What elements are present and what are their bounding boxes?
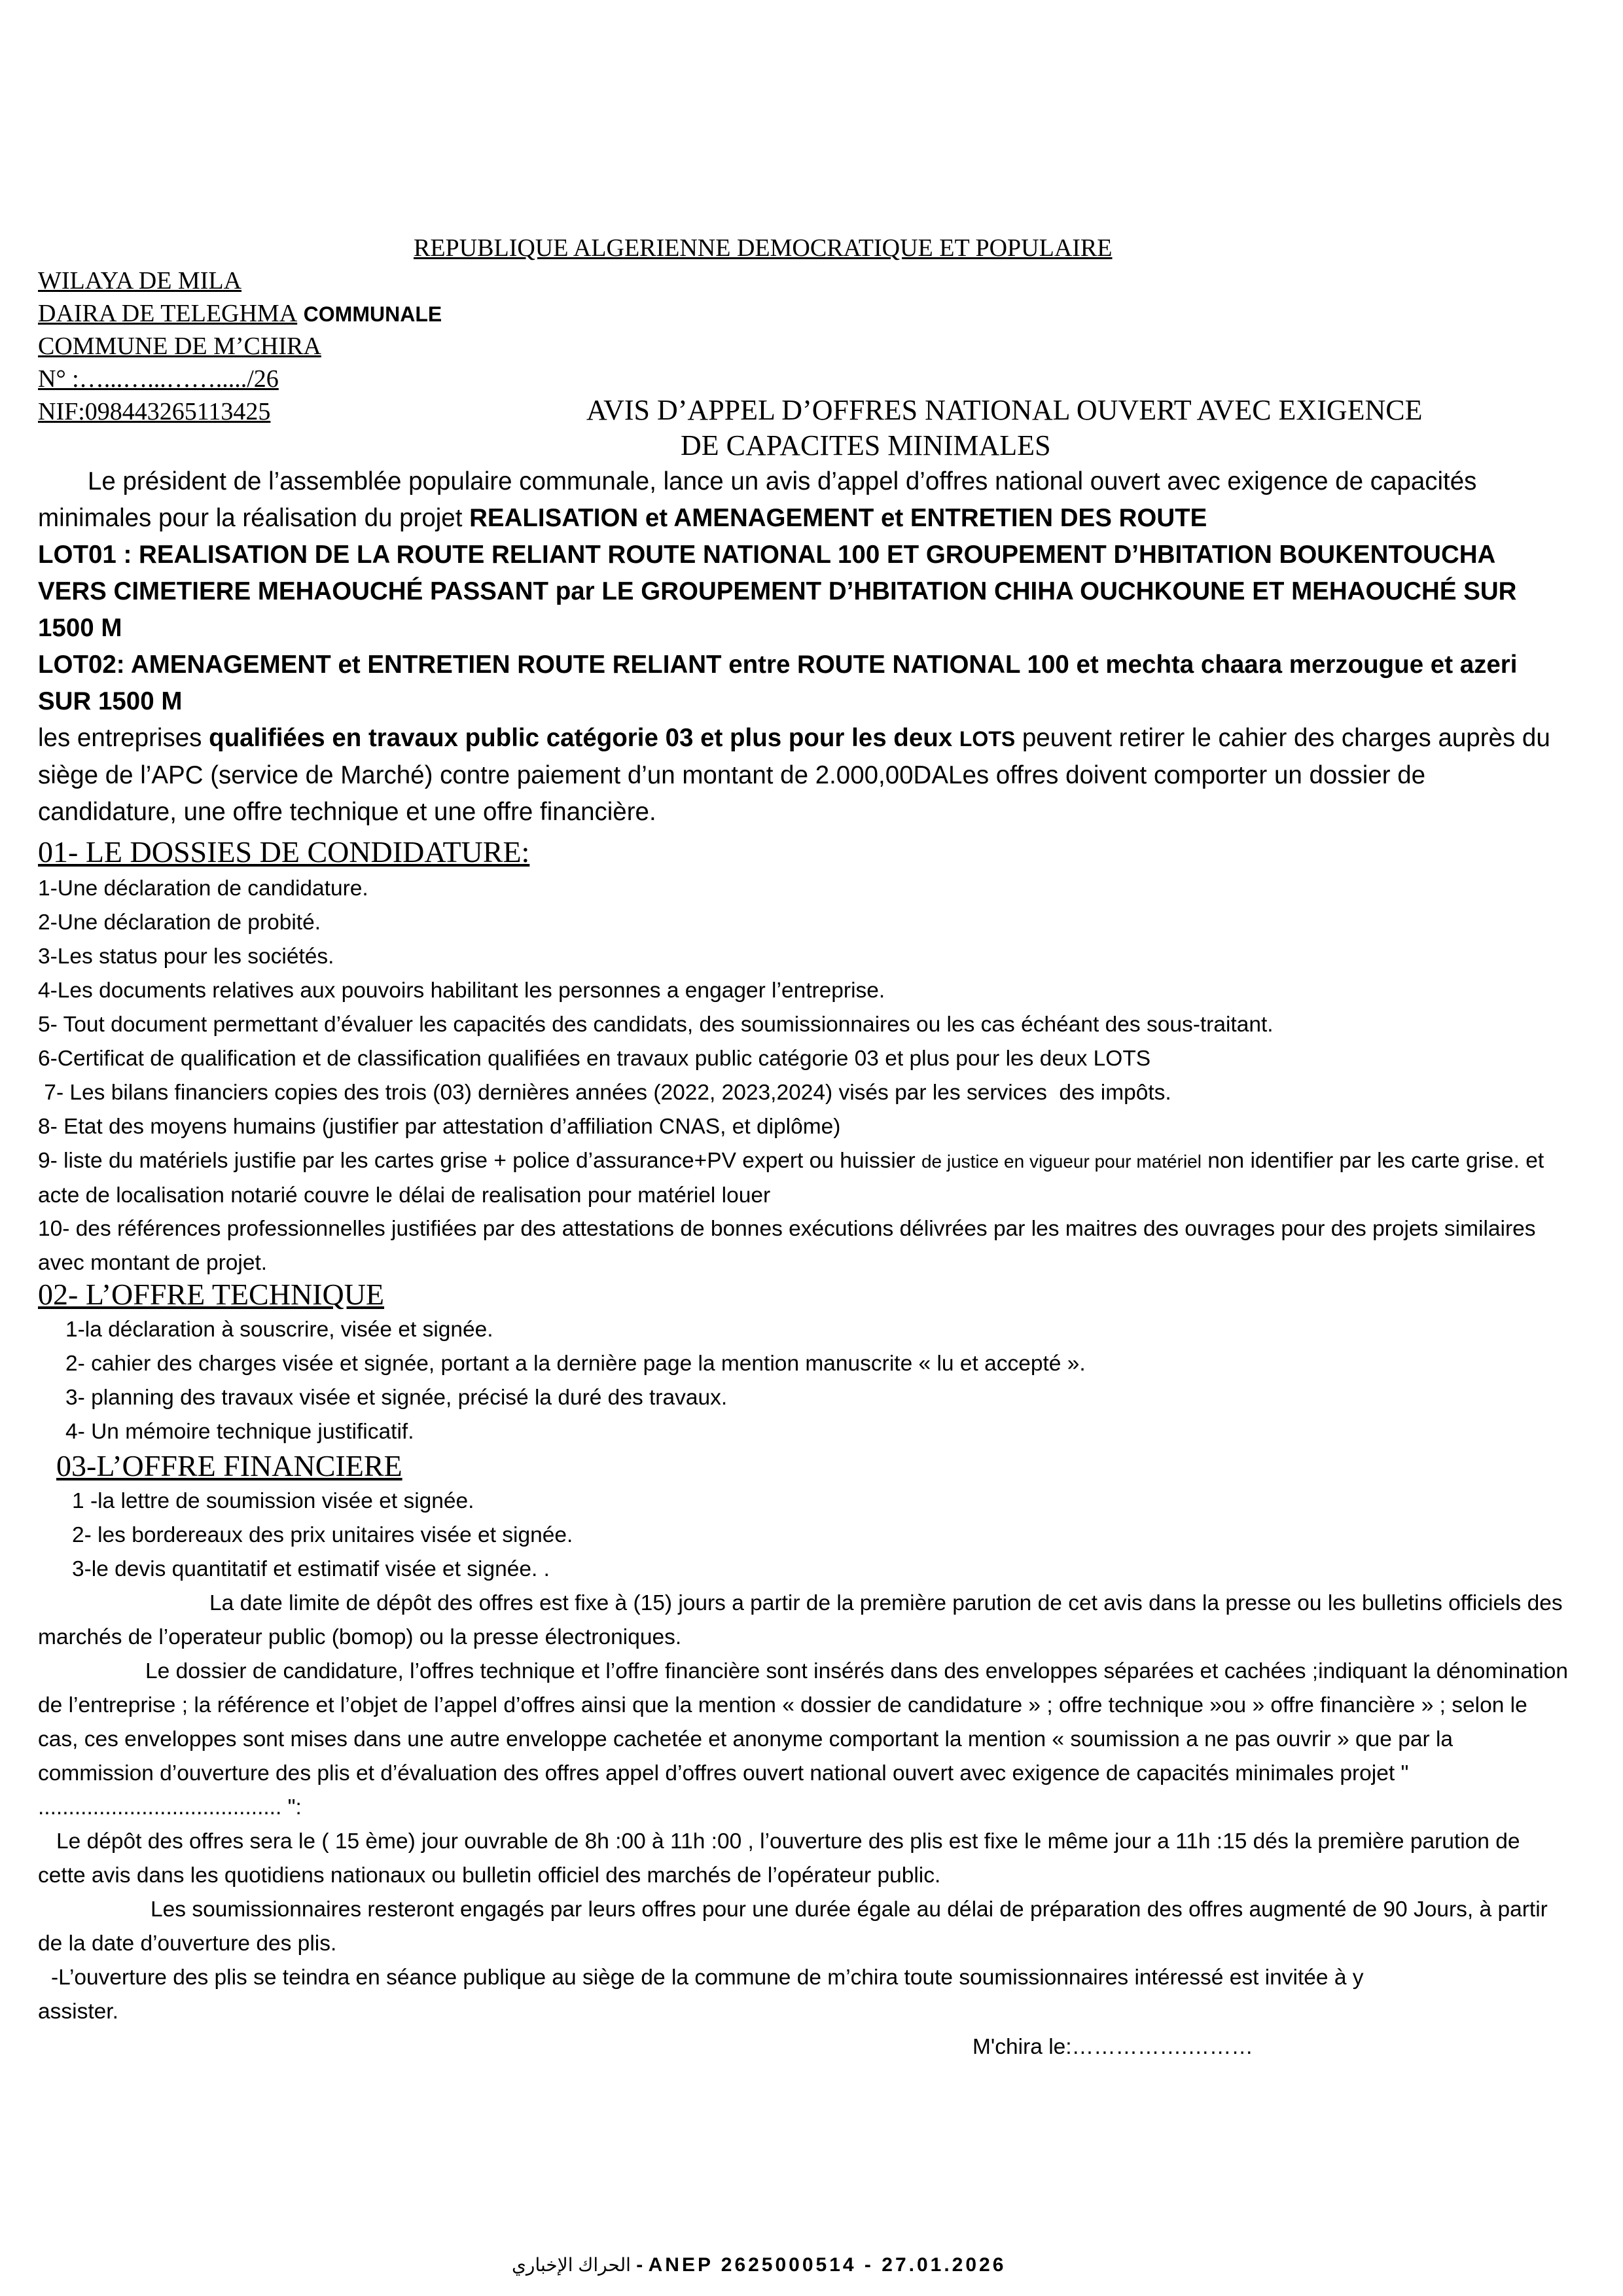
ent-lots: LOTS <box>959 727 1016 751</box>
section1-title: 01- LE DOSSIES DE CONDIDATURE: <box>38 835 530 869</box>
footer-arabic: الحراك الإخباري <box>512 2255 631 2275</box>
republic-heading: REPUBLIQUE ALGERIENNE DEMOCRATIQUE ET POPULAIRE <box>414 234 1113 262</box>
ent-qualification: qualifiées en travaux public catégorie 03 et plus pour les deux <box>209 724 959 752</box>
notice-title-line1: AVIS D’APPEL D’OFFRES NATIONAL OUVERT AVEC EXIGENCE <box>586 394 1423 426</box>
s1-item-4: 4-Les documents relatives aux pouvoirs habilitant les personnes a engager l’entreprise. <box>38 978 885 1003</box>
intro-paragraph <box>38 463 1569 537</box>
s1-item-9-b: non identifier par les carte grise. et acte de localisation notarié couvre le délai de realisation pour matériel louer <box>38 1149 1544 1208</box>
section3-title: 03-L’OFFRE FINANCIERE <box>56 1449 402 1482</box>
nif-line: NIF:098443265113425 <box>38 398 271 425</box>
s2-item-1: 1-la déclaration à souscrire, visée et signée. <box>65 1318 493 1342</box>
s3-item-3: 3-le devis quantitatif et estimatif visée et signée. . <box>72 1557 550 1581</box>
s1-item-1: 1-Une déclaration de candidature. <box>38 876 368 901</box>
signature-line: M'chira le:…………….……… <box>972 2035 1253 2059</box>
s3-item-1: 1 -la lettre de soumission visée et signée. <box>72 1489 474 1513</box>
s1-item-10: 10- des références professionnelles justifiées par des attestations de bonnes exécutions délivrées par les maitres des ouvrages pour des projets similaires avec montant de projet. <box>38 1217 1536 1275</box>
lot01-text: LOT01 : REALISATION DE LA ROUTE RELIANT ROUTE NATIONAL 100 ET GROUPEMENT D’HBITATION BOUKENTOUCHA VERS CIMETIERE MEHAOUCHÉ PASSANT par LE GROUPEMENT D’HBITATION CHIHA OUCHKOUNE ET MEHAOUCHÉ SUR 1500 M <box>38 541 1517 642</box>
commune-line: COMMUNE DE M’CHIRA <box>38 332 321 360</box>
footer-reference <box>512 2254 1006 2276</box>
lot02-text: LOT02: AMENAGEMENT et ENTRETIEN ROUTE RELIANT entre ROUTE NATIONAL 100 et mechta chaara merzougue et azeri SUR 1500 M <box>38 651 1518 715</box>
daira-suffix: COMMUNALE <box>303 302 442 326</box>
s2-item-3: 3- planning des travaux visée et signée, précisé la duré des travaux. <box>65 1386 728 1410</box>
numero-line: N° :…...…...……...../26 <box>38 365 279 393</box>
opening-paragraph: -L’ouverture des plis se teindra en séance publique au siège de la commune de m’chira toute soumissionnaires intéressé est invitée à y assister. <box>38 1965 1364 2024</box>
project-title: REALISATION et AMENAGEMENT et ENTRETIEN DES ROUTE <box>469 504 1207 532</box>
notice-title-line2: DE CAPACITES MINIMALES <box>681 429 1051 461</box>
s1-item-6: 6-Certificat de qualification et de classification qualifiées en travaux public catégorie 03 et plus pour les deux LOTS <box>38 1047 1151 1071</box>
s2-item-4: 4- Un mémoire technique justificatif. <box>65 1420 414 1444</box>
s2-item-2: 2- cahier des charges visée et signée, portant a la dernière page la mention manuscrite « lu et accepté ». <box>65 1352 1086 1376</box>
ent-a: les entreprises <box>38 724 209 752</box>
s1-item-5: 5- Tout document permettant d’évaluer les capacités des candidats, des soumissionnaires ou les cas échéant des sous-traitant. <box>38 1013 1274 1037</box>
section2-title: 02- L’OFFRE TECHNIQUE <box>38 1278 385 1311</box>
s1-item-7: 7- Les bilans financiers copies des trois (03) dernières années (2022, 2023,2024) visés par les services des impôts. <box>38 1081 1171 1105</box>
validity-paragraph: Les soumissionnaires resteront engagés par leurs offres pour une durée égale au délai de préparation des offres augmenté de 90 Jours, à partir de la date d’ouverture des plis. <box>38 1897 1548 1956</box>
s1-item-9-small: de justice en vigueur pour matériel <box>921 1151 1202 1172</box>
s1-item-3: 3-Les status pour les sociétés. <box>38 944 334 969</box>
intro-lead: Le président de l’assemblée populaire communale, lance un avis d’appel d’offres national ouvert avec exigence de capacités minimales pour la réalisation du projet <box>38 467 1477 532</box>
daira-text: DAIRA DE TELEGHMA <box>38 300 298 327</box>
footer-anep: - ANEP 2625000514 - 27.01.2026 <box>630 2254 1007 2276</box>
deposit-paragraph: Le dépôt des offres sera le ( 15 ème) jour ouvrable de 8h :00 à 11h :00 , l’ouverture des plis est fixe le même jour a 11h :15 dés la première parution de cette avis dans les quotidiens nationaux ou bulletin officiel des marchés de l’opérateur public. <box>38 1829 1520 1888</box>
s1-item-8: 8- Etat des moyens humains (justifier par attestation d’affiliation CNAS, et diplôme) <box>38 1115 841 1139</box>
daira-line <box>38 297 442 331</box>
deadline-paragraph: La date limite de dépôt des offres est fixe à (15) jours a partir de la première parution de cet avis dans la presse ou les bulletins officiels des marchés de l’operateur public (bomop) ou la presse électroniques. <box>38 1591 1563 1649</box>
ent-c: peuvent retirer le cahier des charges auprès du siège de l’APC (service de Marché) contre paiement d’un montant de 2.000,00DALes offres doivent comporter un dossier de candidature, une offre technique et une offre financière. <box>38 724 1550 826</box>
envelopes-paragraph: Le dossier de candidature, l’offres technique et l’offre financière sont insérés dans des enveloppes séparées et cachées ;indiquant la dénomination de l’entreprise ; la référence et l’objet de l’appel d’offres ainsi que la mention « dossier de candidature » ; offre technique »ou » offre financière » ; selon le cas, ces enveloppes sont mises dans une autre enveloppe cachetée et anonyme comportant la mention « soumission a ne pas ouvrir » que par la commission d’ouverture des plis et d’évaluation des offres appel d’offres ouvert national ouvert avec exigence de capacités minimales projet " ........................................ ": <box>38 1659 1568 1820</box>
s1-item-9-a: 9- liste du matériels justifie par les cartes grise + police d’assurance+PV expert ou huissier <box>38 1149 921 1173</box>
s1-item-9 <box>38 1144 1569 1213</box>
s3-item-2: 2- les bordereaux des prix unitaires visée et signée. <box>72 1523 573 1547</box>
wilaya-line: WILAYA DE MILA <box>38 267 242 295</box>
s1-item-2: 2-Une déclaration de probité. <box>38 910 321 935</box>
entreprises-paragraph <box>38 720 1569 831</box>
